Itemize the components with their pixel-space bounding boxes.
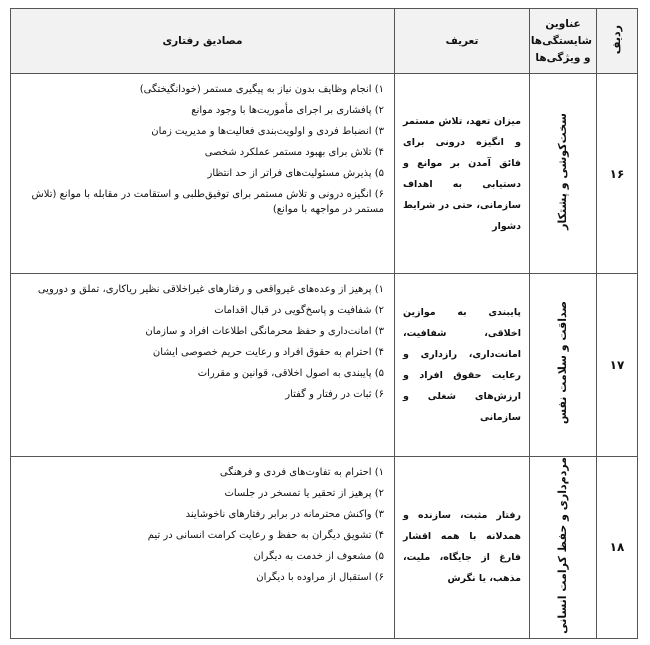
example-item: ۲) شفافیت و پاسخ‌گویی در قبال اقدامات <box>214 305 384 316</box>
competency-title-cell <box>530 274 597 457</box>
header-definition: تعریف <box>395 9 530 74</box>
example-item: ۵) مشعوف از خدمت به دیگران <box>253 551 384 562</box>
row-number: ۱۸ <box>597 457 638 639</box>
row-number: ۱۷ <box>597 274 638 457</box>
competency-title: صداقت و سلامت نفس <box>556 301 569 425</box>
example-item: ۵) پایبندی به اصول اخلاقی، قوانین و مقررات <box>197 368 384 379</box>
header-row <box>11 9 638 74</box>
example-item: ۳) واکنش محترمانه در برابر رفتارهای ناخوشایند <box>185 509 384 520</box>
examples-cell <box>11 74 395 274</box>
example-item: ۱) احترام به تفاوت‌های فردی و فرهنگی <box>219 467 384 478</box>
table-row <box>11 274 638 457</box>
examples-cell <box>11 457 395 639</box>
example-item: ۳) انضباط فردی و اولویت‌بندی فعالیت‌ها و مدیریت زمان <box>151 126 384 137</box>
example-item: ۶) ثبات در رفتار و گفتار <box>285 389 384 400</box>
example-item: ۱) پرهیز از وعده‌های غیرواقعی و رفتارهای غیراخلاقی نظیر ریاکاری، تملق و دورویی <box>37 284 384 295</box>
examples-list <box>21 282 384 402</box>
competency-title: مردم‌داری و حفظ کرامت انسانی <box>556 457 569 634</box>
definition-cell: رفتار مثبت، سازنده و همدلانه با همه اقشار فارغ از جایگاه، ملیت، مذهب، یا نگرش <box>395 457 530 639</box>
example-item: ۱) انجام وظایف بدون نیاز به پیگیری مستمر (خودانگیختگی) <box>139 84 384 95</box>
table-row <box>11 457 638 639</box>
examples-cell <box>11 274 395 457</box>
table-row <box>11 74 638 274</box>
example-item: ۲) پافشاری بر اجرای مأموریت‌ها با وجود موانع <box>191 105 384 116</box>
definition-cell: پایبندی به موازین اخلاقی، شفافیت، امانت‌داری، رازداری و رعایت حقوق افراد و ارزش‌های شغلی و سازمانی <box>395 274 530 457</box>
header-behavioral-examples: مصادیق رفتاری <box>11 9 395 74</box>
example-item: ۴) تلاش برای بهبود مستمر عملکرد شخصی <box>204 147 384 158</box>
example-item: ۵) پذیرش مسئولیت‌های فراتر از حد انتظار <box>207 168 384 179</box>
example-item: ۲) پرهیز از تحقیر یا تمسخر در جلسات <box>224 488 384 499</box>
examples-list <box>21 465 384 585</box>
competency-title-cell <box>530 457 597 639</box>
definition-cell: میزان تعهد، تلاش مستمر و انگیزه درونی برای فائق آمدن بر موانع و دستیابی به اهداف سازمانی، حتی در شرایط دشوار <box>395 74 530 274</box>
competency-table <box>10 8 638 639</box>
header-row-number <box>597 9 638 74</box>
competency-title: سخت‌کوشی و پشتکار <box>556 113 569 230</box>
header-competency-title <box>530 9 597 74</box>
header-competency-title-label: عناوین شایستگی‌ها و ویژگی‌ها <box>530 17 592 64</box>
example-item: ۳) امانت‌داری و حفظ محرمانگی اطلاعات افراد و سازمان <box>145 326 384 337</box>
example-item: ۶) انگیزه درونی و تلاش مستمر برای توفیق‌طلبی و استقامت در مقابله با موانع (تلاش مستمر در مواجهه با موانع) <box>31 189 384 215</box>
competency-title-cell <box>530 74 597 274</box>
examples-list <box>21 82 384 217</box>
row-number: ۱۶ <box>597 74 638 274</box>
example-item: ۴) تشویق دیگران به حفظ و رعایت کرامت انسانی در تیم <box>147 530 384 541</box>
example-item: ۴) احترام به حقوق افراد و رعایت حریم خصوصی ایشان <box>152 347 384 358</box>
header-row-number-label: ردیف <box>610 24 623 55</box>
example-item: ۶) استقبال از مراوده با دیگران <box>256 572 384 583</box>
